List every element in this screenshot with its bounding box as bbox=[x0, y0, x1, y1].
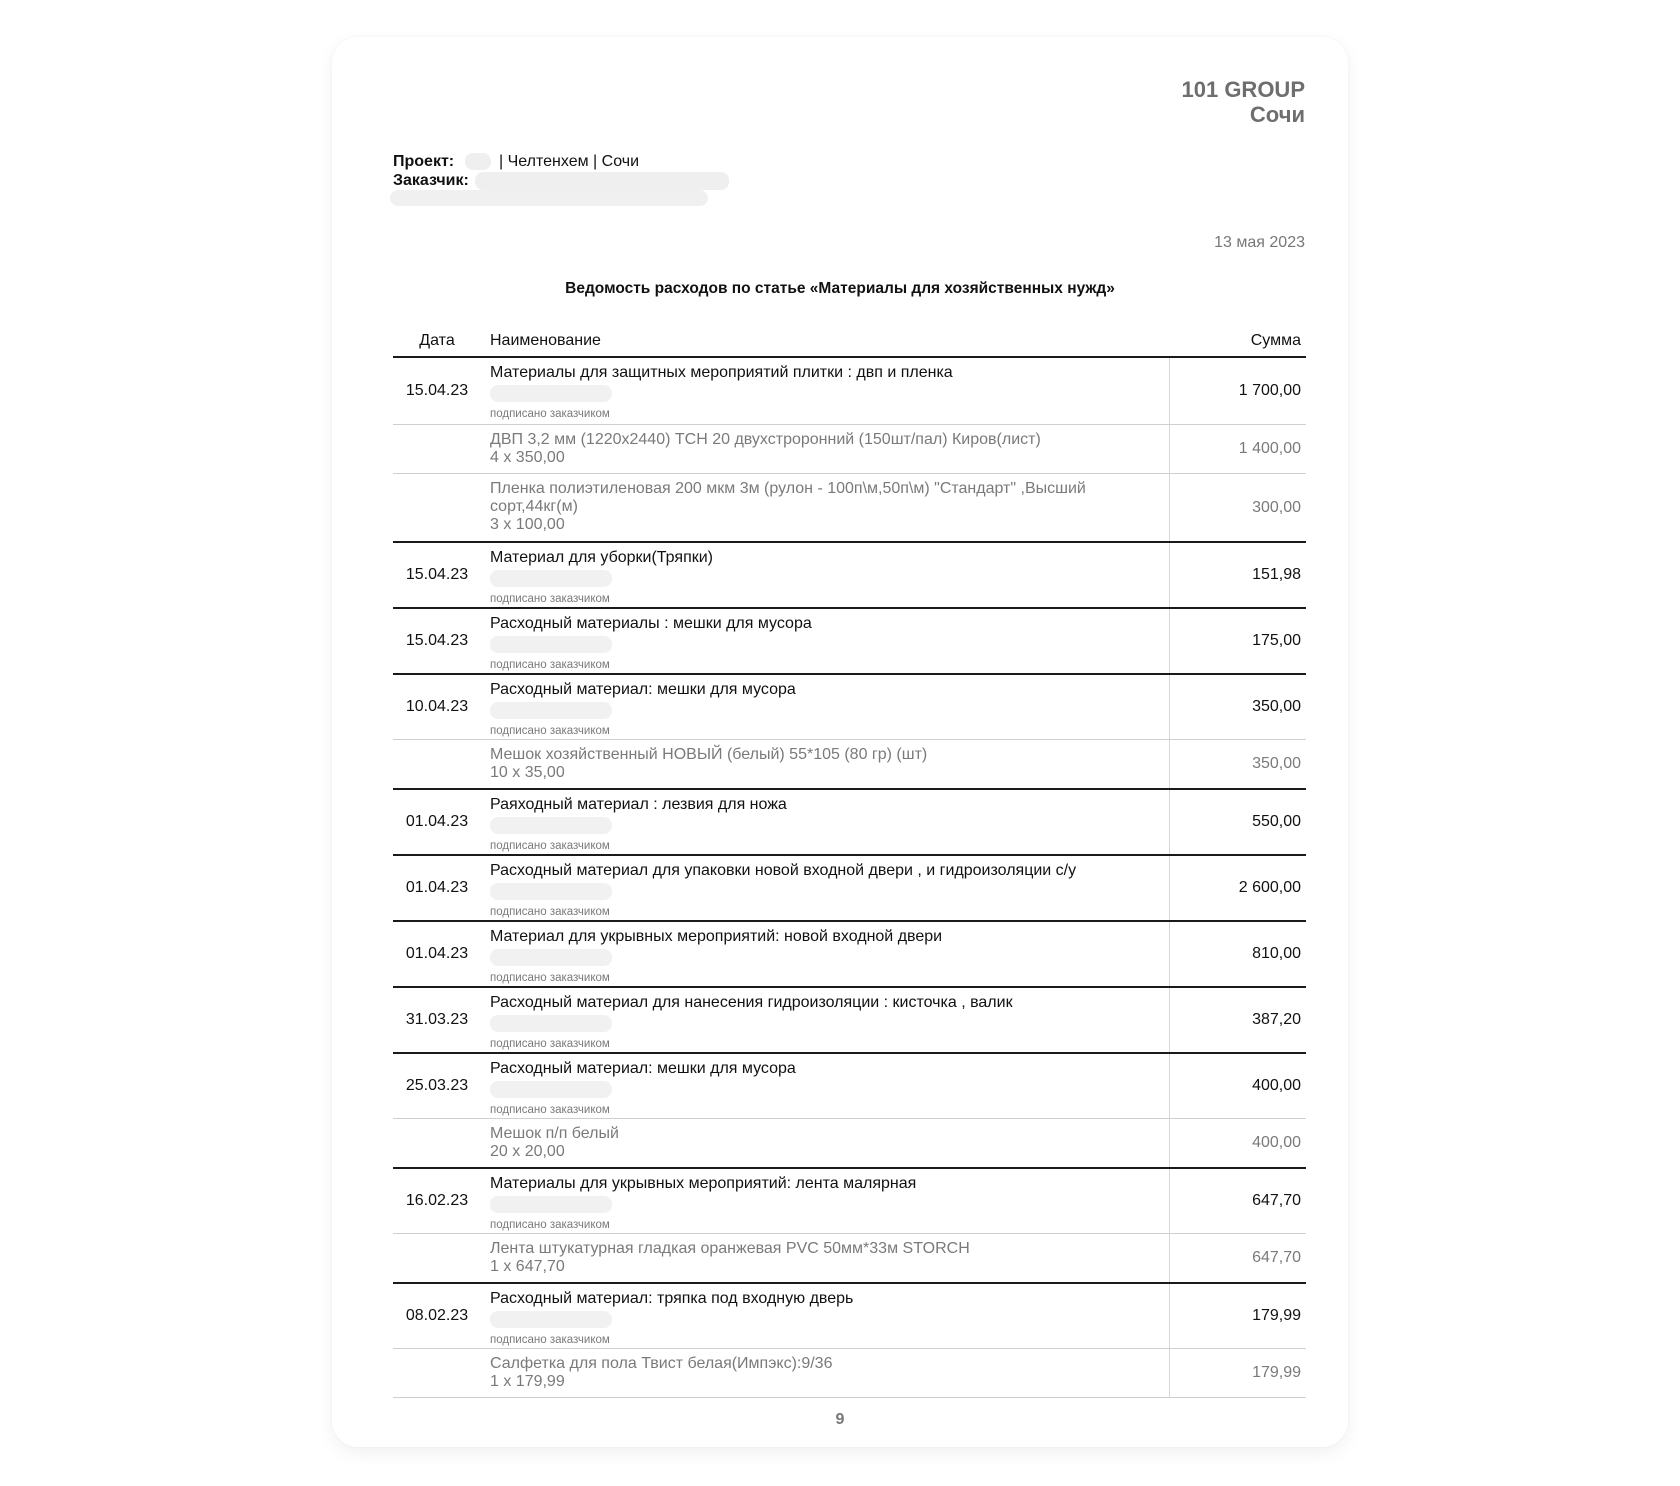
cell-sum: 550,00 bbox=[1169, 790, 1306, 854]
signed-status: подписано заказчиком bbox=[490, 593, 610, 605]
cell-name bbox=[481, 740, 1169, 788]
signed-status: подписано заказчиком bbox=[490, 840, 610, 852]
table-subrow bbox=[393, 1348, 1306, 1398]
cell-name bbox=[481, 1169, 1169, 1233]
cell-sum: 400,00 bbox=[1169, 1119, 1306, 1167]
redacted-block bbox=[465, 153, 491, 170]
redacted-block bbox=[490, 883, 612, 900]
table-subrow bbox=[393, 1233, 1306, 1282]
expense-title: Расходный материал для нанесения гидроизоляции : кисточка , валик bbox=[490, 994, 1013, 1011]
cell-date bbox=[393, 474, 481, 541]
item-quantity: 1 x 647,70 bbox=[490, 1258, 565, 1275]
item-quantity: 10 x 35,00 bbox=[490, 764, 565, 781]
table-row bbox=[393, 854, 1306, 920]
table-row bbox=[393, 358, 1306, 424]
cell-name bbox=[481, 856, 1169, 920]
cell-sum: 151,98 bbox=[1169, 543, 1306, 607]
cell-name bbox=[481, 790, 1169, 854]
redacted-block bbox=[490, 1311, 612, 1328]
signed-status: подписано заказчиком bbox=[490, 725, 610, 737]
company-header bbox=[1182, 77, 1306, 127]
redacted-block bbox=[490, 570, 612, 587]
item-name: Мешок хозяйственный НОВЫЙ (белый) 55*105 (80 гр) (шт) bbox=[490, 746, 928, 763]
cell-date bbox=[393, 1234, 481, 1282]
cell-sum: 400,00 bbox=[1169, 1054, 1306, 1118]
cell-name bbox=[481, 922, 1169, 986]
document-page bbox=[332, 37, 1348, 1447]
cell-name bbox=[481, 425, 1169, 473]
company-name: 101 GROUP bbox=[1181, 77, 1305, 102]
cell-date: 25.03.23 bbox=[405, 1077, 469, 1094]
item-quantity: 4 x 350,00 bbox=[490, 449, 565, 466]
cell-sum: 387,20 bbox=[1169, 988, 1306, 1052]
column-header-name: Наименование bbox=[490, 332, 601, 349]
company-city: Сочи bbox=[1249, 102, 1305, 127]
cell-sum: 350,00 bbox=[1169, 675, 1306, 739]
cell-sum: 1 400,00 bbox=[1169, 425, 1306, 473]
cell-date bbox=[393, 740, 481, 788]
cell-name bbox=[481, 543, 1169, 607]
cell-sum: 647,70 bbox=[1169, 1169, 1306, 1233]
project-label: Проект: bbox=[393, 153, 455, 170]
cell-name bbox=[481, 1284, 1169, 1348]
table-subrow bbox=[393, 473, 1306, 541]
item-name: Пленка полиэтиленовая 200 мкм 3м (рулон - 100п\м,50п\м) "Стандарт" ,Высший bbox=[490, 480, 1086, 497]
page-number: 9 bbox=[835, 1411, 845, 1428]
cell-date bbox=[393, 425, 481, 473]
cell-name bbox=[481, 609, 1169, 673]
cell-sum: 647,70 bbox=[1169, 1234, 1306, 1282]
table-header bbox=[393, 330, 1306, 358]
cell-name bbox=[481, 474, 1169, 541]
redacted-block bbox=[490, 1015, 612, 1032]
signed-status: подписано заказчиком bbox=[490, 408, 610, 420]
cell-name bbox=[481, 1119, 1169, 1167]
item-name: Салфетка для пола Твист белая(Импэкс):9/36 bbox=[490, 1355, 833, 1372]
expense-title: Расходный материал: мешки для мусора bbox=[490, 1060, 796, 1077]
item-quantity: 3 x 100,00 bbox=[490, 516, 565, 533]
item-name: ДВП 3,2 мм (1220x2440) ТСН 20 двухстроронний (150шт/пал) Киров(лист) bbox=[490, 431, 1041, 448]
table-row bbox=[393, 673, 1306, 739]
cell-date: 31.03.23 bbox=[405, 1011, 469, 1028]
cell-date: 01.04.23 bbox=[405, 879, 469, 896]
redacted-block bbox=[490, 636, 612, 653]
expense-title: Материалы для укрывных мероприятий: лента малярная bbox=[490, 1175, 917, 1192]
table-row bbox=[393, 920, 1306, 986]
item-name-continued: сорт,44кг(м) bbox=[490, 498, 578, 515]
signed-status: подписано заказчиком bbox=[490, 1334, 610, 1346]
cell-sum: 2 600,00 bbox=[1169, 856, 1306, 920]
expense-title: Материалы для защитных мероприятий плитки : двп и пленка bbox=[490, 364, 953, 381]
project-value: | Челтенхем | Сочи bbox=[499, 153, 640, 170]
column-header-sum: Сумма bbox=[1250, 332, 1301, 349]
signed-status: подписано заказчиком bbox=[490, 1038, 610, 1050]
cell-name bbox=[481, 1349, 1169, 1397]
expense-title: Материал для укрывных мероприятий: новой входной двери bbox=[490, 928, 943, 945]
table-row bbox=[393, 1052, 1306, 1118]
cell-date: 10.04.23 bbox=[405, 698, 469, 715]
cell-date: 08.02.23 bbox=[405, 1307, 469, 1324]
cell-date: 01.04.23 bbox=[405, 813, 469, 830]
cell-date: 16.02.23 bbox=[405, 1192, 469, 1209]
cell-name bbox=[481, 1054, 1169, 1118]
cell-name bbox=[481, 358, 1169, 424]
signed-status: подписано заказчиком bbox=[490, 1219, 610, 1231]
column-header-date: Дата bbox=[419, 332, 455, 349]
item-quantity: 1 x 179,99 bbox=[490, 1373, 565, 1390]
expense-title: Расходный материал: тряпка под входную дверь bbox=[490, 1290, 854, 1307]
cell-sum: 179,99 bbox=[1169, 1284, 1306, 1348]
cell-sum: 1 700,00 bbox=[1169, 358, 1306, 424]
cell-date: 15.04.23 bbox=[405, 382, 469, 399]
expense-title: Материал для уборки(Тряпки) bbox=[490, 549, 713, 566]
table-row bbox=[393, 986, 1306, 1052]
item-name: Мешок п/п белый bbox=[490, 1125, 619, 1142]
client-line bbox=[393, 171, 729, 190]
expense-title: Расходный материал для упаковки новой входной двери , и гидроизоляции с/у bbox=[490, 862, 1077, 879]
expense-title: Расходный материал: мешки для мусора bbox=[490, 681, 796, 698]
signed-status: подписано заказчиком bbox=[490, 1104, 610, 1116]
signed-status: подписано заказчиком bbox=[490, 659, 610, 671]
cell-name bbox=[481, 675, 1169, 739]
table-subrow bbox=[393, 424, 1306, 473]
cell-sum: 179,99 bbox=[1169, 1349, 1306, 1397]
document-meta bbox=[393, 152, 729, 190]
table-subrow bbox=[393, 1118, 1306, 1167]
cell-date: 01.04.23 bbox=[405, 945, 469, 962]
item-name: Лента штукатурная гладкая оранжевая PVC 50мм*33м STORCH bbox=[490, 1240, 970, 1257]
cell-sum: 175,00 bbox=[1169, 609, 1306, 673]
expense-title: Расходный материалы : мешки для мусора bbox=[490, 615, 812, 632]
cell-sum: 300,00 bbox=[1169, 474, 1306, 541]
redacted-block bbox=[390, 190, 708, 206]
cell-sum: 350,00 bbox=[1169, 740, 1306, 788]
table-row bbox=[393, 1282, 1306, 1348]
redacted-block bbox=[490, 1196, 612, 1213]
redacted-block bbox=[490, 817, 612, 834]
redacted-block bbox=[490, 949, 612, 966]
project-line bbox=[393, 152, 729, 171]
table-row bbox=[393, 607, 1306, 673]
table-body bbox=[393, 358, 1306, 1398]
redacted-block bbox=[490, 702, 612, 719]
cell-date bbox=[393, 1119, 481, 1167]
signed-status: подписано заказчиком bbox=[490, 972, 610, 984]
table-row bbox=[393, 1167, 1306, 1233]
redacted-block bbox=[490, 1081, 612, 1098]
cell-date bbox=[393, 1349, 481, 1397]
client-label: Заказчик: bbox=[393, 172, 469, 189]
item-quantity: 20 x 20,00 bbox=[490, 1143, 565, 1160]
signed-status: подписано заказчиком bbox=[490, 906, 610, 918]
cell-date: 15.04.23 bbox=[405, 566, 469, 583]
redacted-block bbox=[490, 385, 612, 402]
document-date: 13 мая 2023 bbox=[1214, 234, 1305, 251]
expense-title: Раяходный материал : лезвия для ножа bbox=[490, 796, 787, 813]
cell-name bbox=[481, 988, 1169, 1052]
table-subrow bbox=[393, 739, 1306, 788]
cell-sum: 810,00 bbox=[1169, 922, 1306, 986]
cell-name bbox=[481, 1234, 1169, 1282]
cell-date: 15.04.23 bbox=[405, 632, 469, 649]
document-title: Ведомость расходов по статье «Материалы для хозяйственных нужд» bbox=[565, 280, 1115, 297]
redacted-block bbox=[475, 172, 729, 190]
table-row bbox=[393, 788, 1306, 854]
expenses-table bbox=[393, 330, 1306, 1398]
table-row bbox=[393, 541, 1306, 607]
